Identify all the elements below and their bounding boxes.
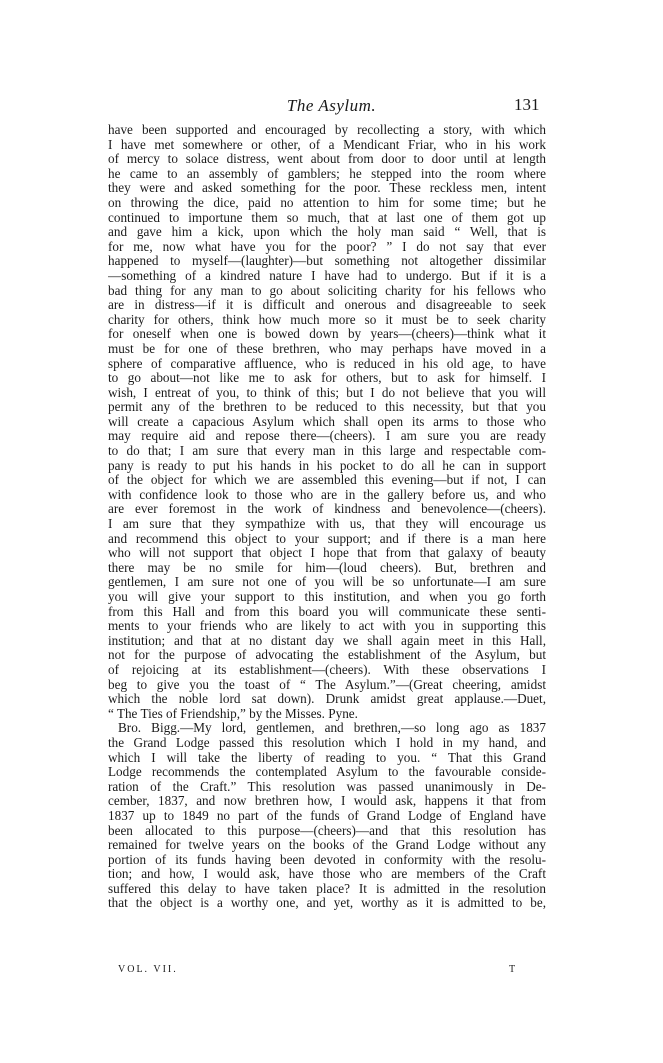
text-line: pany is ready to put his hands in his pocket to do all he can in support [108, 458, 546, 473]
text-line: Lodge recommends the contemplated Asylum to the favourable conside- [108, 765, 546, 780]
text-line: there may be no smile for him—(loud cheers). But, brethren and [108, 560, 546, 575]
text-line: are in distress—if it is difficult and onerous and disagreeable to seek [108, 298, 546, 313]
text-line: they were and asked something for the poor. These reckless men, intent [108, 181, 546, 196]
text-line: institution; and that at no distant day we shall again meet in this Hall, [108, 633, 546, 648]
text-line: Bro. Bigg.—My lord, gentlemen, and brethren,—so long ago as 1837 [118, 721, 546, 736]
text-line: of the object for which we are assembled this evening—but if not, I can [108, 473, 546, 488]
text-line: charity for others, think how much more so it must be to seek charity [108, 312, 546, 327]
text-line: permit any of the brethren to be reduced to this necessity, but that you [108, 400, 546, 415]
text-line: have been supported and encouraged by recollecting a story, with which [108, 123, 546, 137]
text-line: you will give your support to this institution, and when you go forth [108, 590, 546, 604]
text-line: are ever foremost in the work of kindness and benevolence—(cheers). [108, 502, 546, 517]
volume-signature: VOL. VII. [118, 964, 178, 975]
printer-signature-mark: T [509, 964, 516, 975]
text-line: —something of a kindred nature I have had to undergo. But if it is a [108, 268, 546, 283]
text-line: I am sure that they sympathize with us, that they will encourage us [108, 517, 546, 532]
text-line: cember, 1837, and now brethren how, I would ask, happens it that from [108, 794, 546, 809]
text-line: from this Hall and from this board you will communicate these senti- [108, 604, 546, 619]
text-line: bad thing for any man to go about soliciting charity for his fellows who [108, 283, 546, 298]
text-line: ments to your friends who are likely to act with you in supporting this [108, 619, 546, 634]
text-line: for me, now what have you for the poor? ” I do not say that ever [108, 239, 546, 254]
text-line: may require aid and repose there—(cheers). I am sure you are ready [108, 429, 546, 444]
text-line: and recommend this object to your support; and if there is a man here [108, 531, 546, 546]
text-line: will create a capacious Asylum which shall open its arms to those who [108, 414, 546, 429]
text-line: for oneself when one is bowed down by years—(cheers)—think what it [108, 327, 546, 342]
text-line: “ The Ties of Friendship,” by the Misses. Pyne. [108, 706, 358, 721]
text-line: gentlemen, I am sure not one of you will be so unfortunate—I am sure [108, 575, 546, 590]
text-line: I have met somewhere or other, of a Mendicant Friar, who in his work [108, 137, 546, 152]
page-number: 131 [514, 95, 540, 114]
text-line: of mercy to solace distress, went about from door to door until at length [108, 152, 546, 167]
text-line: the Grand Lodge passed this resolution which I hold in my hand, and [108, 735, 546, 750]
body-text [108, 123, 546, 911]
text-line: of rejoicing at its establishment—(cheers). With these observations I [108, 662, 546, 677]
text-line: who will not support that object I hope that from that galaxy of beauty [108, 546, 546, 561]
text-line: to go about—not like me to ask for others, but to ask for himself. I [108, 371, 546, 386]
text-line: on throwing the dice, paid no attention to him for some time; but he [108, 195, 546, 210]
text-line: with confidence look to those who are in the gallery before us, and who [108, 487, 546, 502]
text-line: portion of its funds having been devoted in conformity with the resolu- [108, 852, 546, 867]
text-line: suffered this delay to have taken place? It is admitted in the resolution [108, 881, 546, 896]
text-line: remained for twelve years on the books of the Grand Lodge without any [108, 838, 546, 853]
text-line: beg to give you the toast of “ The Asylum.”—(Great cheering, amidst [108, 677, 546, 692]
text-line: sphere of comparative affluence, who is reduced in his old age, to have [108, 356, 546, 371]
text-line: must be for one of these brethren, who may perhaps have moved in a [108, 341, 546, 356]
text-line: wish, I entreat of you, to think of this; but I do not believe that you will [108, 385, 546, 400]
running-title: The Asylum. [286, 96, 377, 115]
text-line: continued to importune them so much, that at last one of them got up [108, 210, 546, 225]
text-line: tion; and how, I would ask, have those who are members of the Craft [108, 867, 546, 882]
text-line: happened to myself—(laughter)—but something not altogether dissimilar [108, 254, 546, 269]
text-line: been allocated to this purpose—(cheers)—and that this resolution has [108, 823, 546, 838]
text-line: and gave him a kick, upon which the holy man said “ Well, that is [108, 225, 546, 240]
text-line: that the object is a worthy one, and yet, worthy as it is admitted to be, [108, 896, 546, 911]
text-line: which I will take the liberty of reading to you. “ That this Grand [108, 750, 546, 765]
text-line: which the noble lord sat down). Drunk amidst great applause.—Duet, [108, 692, 546, 707]
text-line: ration of the Craft.” This resolution was passed unanimously in De- [108, 779, 546, 794]
text-line: to do that; I am sure that every man in this large and respectable com- [108, 444, 546, 459]
text-line: not for the purpose of advocating the establishment of the Asylum, but [108, 648, 546, 663]
text-line: he came to an assembly of gamblers; he stepped into the room where [108, 166, 546, 181]
text-line: 1837 up to 1849 no part of the funds of Grand Lodge of England have [108, 808, 546, 823]
